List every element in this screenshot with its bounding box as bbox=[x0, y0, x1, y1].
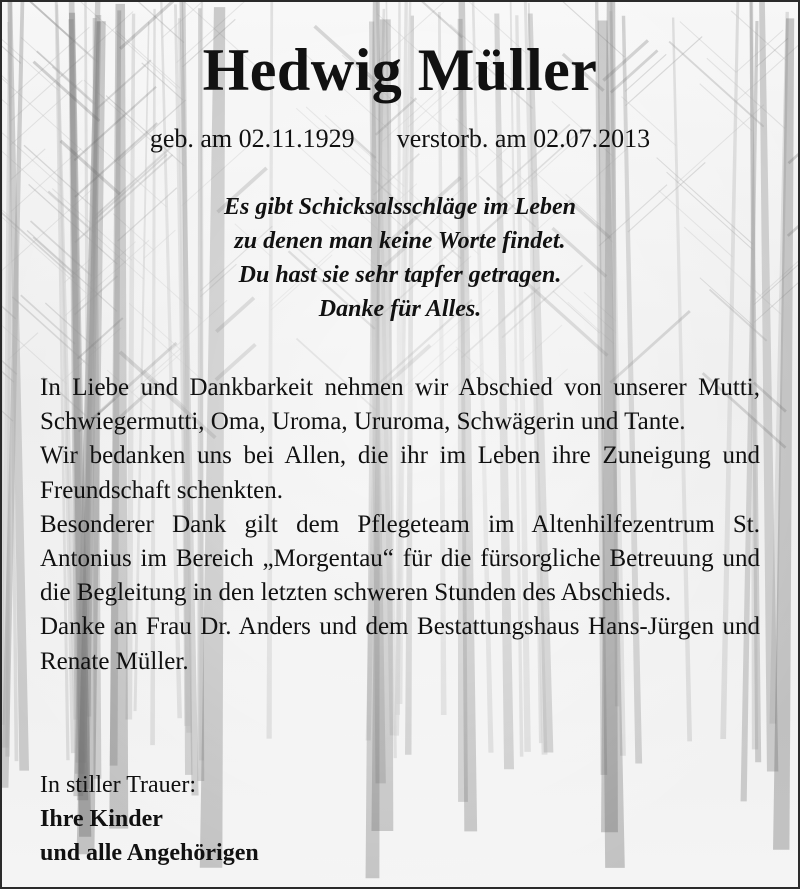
deceased-name: Hedwig Müller bbox=[202, 37, 598, 103]
signer-children: Ihre Kinder bbox=[40, 806, 163, 832]
death-date: verstorb. am 02.07.2013 bbox=[396, 124, 651, 153]
funeral-home-paragraph: Danke an Frau Dr. Anders und dem Bestattungshaus Hans-Jürgen und Renate Müller. bbox=[40, 613, 760, 675]
verse-line: Du hast sie sehr tapfer getragen. bbox=[238, 262, 562, 288]
birth-date: geb. am 02.11.1929 bbox=[149, 124, 355, 153]
thanks-paragraph: Wir bedanken uns bei Allen, die ihr im Leben ihre Zuneigung und Freundschaft schenkten. bbox=[40, 442, 760, 504]
mourners-signature bbox=[40, 768, 259, 870]
notice-body bbox=[40, 371, 760, 679]
farewell-paragraph: In Liebe und Dankbarkeit nehmen wir Abschied von unserer Mutti, Schwiegermutti, Oma, Uroma, Ururoma, Schwägerin und Tante. bbox=[40, 374, 760, 436]
signer-relatives: und alle Angehörigen bbox=[40, 840, 259, 866]
life-dates bbox=[2, 122, 798, 156]
memorial-verse bbox=[2, 190, 798, 326]
care-team-paragraph: Besonderer Dank gilt dem Pflegeteam im Altenhilfezentrum St. Antonius im Bereich „Morgentau“ für die fürsorgliche Betreuung und die Begleitung in den letzten schweren Stunden des Abschieds. bbox=[40, 510, 760, 607]
closing-intro: In stiller Trauer: bbox=[40, 772, 196, 798]
verse-line: Danke für Alles. bbox=[318, 296, 482, 322]
verse-line: Es gibt Schicksalsschläge im Leben bbox=[223, 194, 576, 220]
verse-line: zu denen man keine Worte findet. bbox=[234, 228, 566, 254]
